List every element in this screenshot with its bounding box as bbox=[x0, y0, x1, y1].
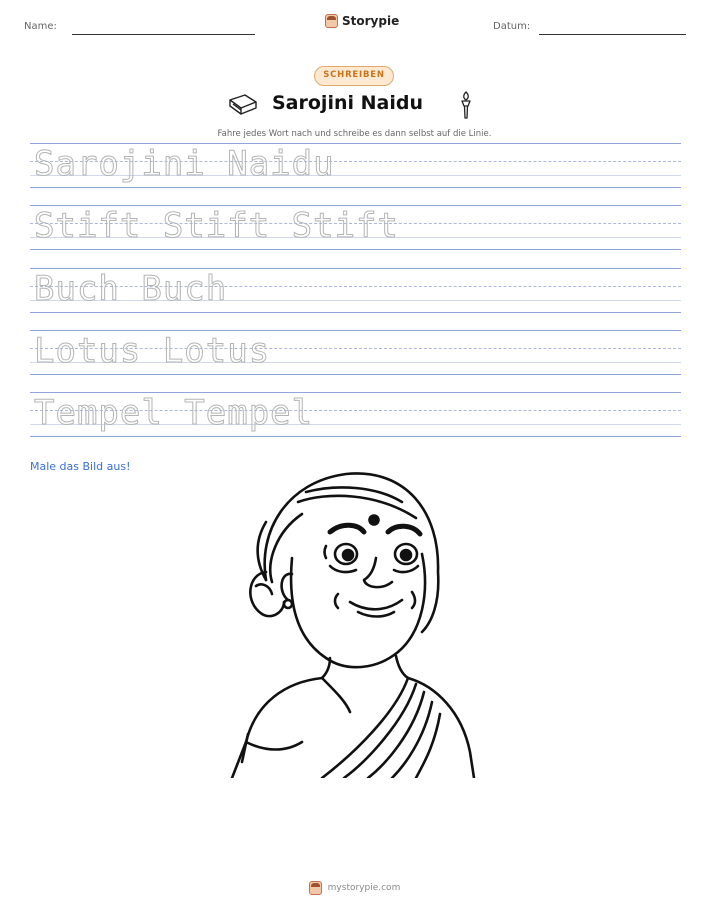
row-bottom-line bbox=[30, 187, 681, 188]
date-label: Datum: bbox=[493, 21, 531, 32]
trace-word: Tempel Tempel bbox=[34, 393, 314, 433]
instruction-text: Fahre jedes Wort nach und schreibe es dann selbst auf die Linie. bbox=[217, 129, 492, 139]
tracing-row[interactable] bbox=[30, 392, 681, 438]
storypie-mascot-icon bbox=[309, 881, 322, 895]
coloring-prompt: Male das Bild aus! bbox=[30, 460, 131, 473]
tracing-row[interactable] bbox=[30, 143, 681, 189]
trace-word: Buch Buch bbox=[34, 269, 228, 309]
trace-word: Stift Stift Stift bbox=[34, 206, 399, 246]
trace-word: Lotus Lotus bbox=[34, 331, 271, 371]
name-label: Name: bbox=[24, 21, 57, 32]
row-bottom-line bbox=[30, 312, 681, 313]
row-bottom-line bbox=[30, 436, 681, 437]
brand-name: Storypie bbox=[342, 14, 400, 28]
coloring-picture[interactable] bbox=[226, 462, 484, 778]
row-bottom-line bbox=[30, 374, 681, 375]
date-line bbox=[539, 34, 686, 35]
category-badge: SCHREIBEN bbox=[314, 66, 394, 86]
tracing-row[interactable] bbox=[30, 268, 681, 314]
row-bottom-line bbox=[30, 249, 681, 250]
page-title: Sarojini Naidu bbox=[272, 92, 423, 114]
brand-logo bbox=[325, 14, 399, 28]
book-icon bbox=[227, 92, 259, 118]
footer bbox=[0, 881, 709, 895]
tracing-row[interactable] bbox=[30, 330, 681, 376]
trace-word: Sarojini Naidu bbox=[34, 144, 335, 184]
tracing-row[interactable] bbox=[30, 205, 681, 251]
name-line bbox=[72, 34, 255, 35]
torch-icon bbox=[458, 90, 474, 120]
footer-url[interactable]: mystorypie.com bbox=[327, 883, 401, 893]
worksheet-header bbox=[0, 14, 709, 44]
storypie-mascot-icon bbox=[325, 14, 338, 28]
